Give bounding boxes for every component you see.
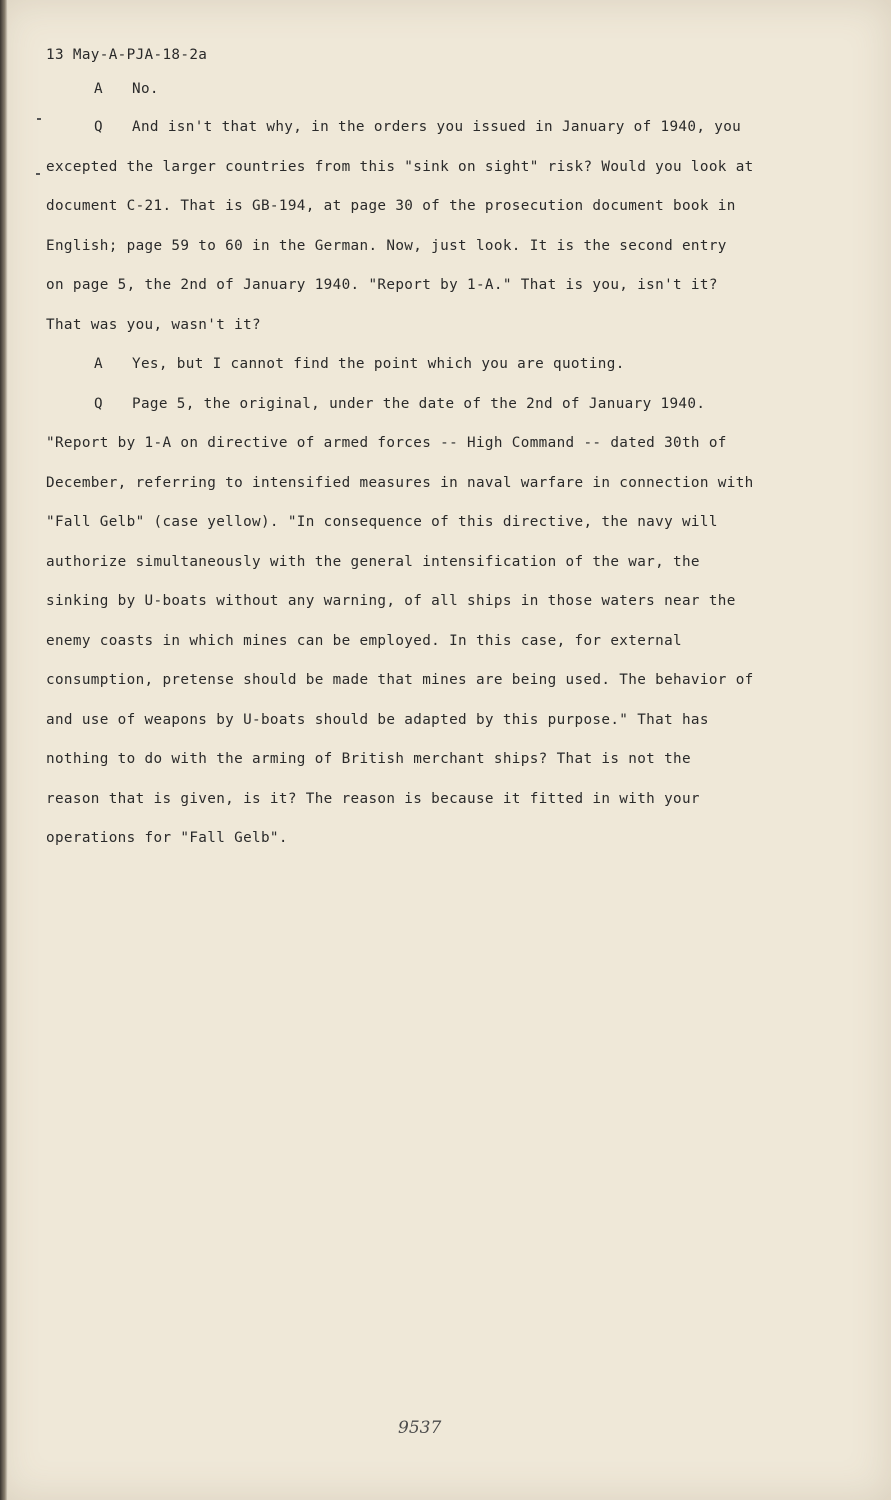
- text-line: and use of weapons by U-boats should be adapted by this purpose." That has: [46, 711, 709, 728]
- speaker-label: Q: [94, 395, 103, 412]
- text-line: [46, 345, 846, 385]
- question-paragraph: [46, 385, 846, 859]
- text-line: nothing to do with the arming of British merchant ships? That is not the: [46, 751, 691, 767]
- answer-text: No.: [132, 81, 159, 97]
- margin-mark: [37, 118, 41, 120]
- text-line: document C-21. That is GB-194, at page 30 of the prosecution document book in: [46, 198, 736, 214]
- text-line: December, referring to intensified measures in naval warfare in connection with: [46, 474, 754, 491]
- text-line: enemy coasts in which mines can be employed. In this case, for external: [46, 632, 682, 649]
- text-line: reason that is given, is it? The reason is because it fitted in with your: [46, 790, 700, 807]
- text-line: authorize simultaneously with the general intensification of the war, the: [46, 553, 700, 570]
- text-line: consumption, pretense should be made that mines are being used. The behavior of: [46, 672, 754, 688]
- answer-text: Yes, but I cannot find the point which you are quoting.: [132, 356, 625, 372]
- speaker-label: A: [94, 356, 103, 372]
- answer-paragraph: [46, 345, 846, 385]
- text-line: excepted the larger countries from this "sink on sight" risk? Would you look at: [46, 158, 754, 175]
- text-line: That was you, wasn't it?: [46, 316, 261, 333]
- text-line: English; page 59 to 60 in the German. Now, just look. It is the second entry: [46, 237, 727, 254]
- typed-transcript: [46, 40, 846, 859]
- question-paragraph: [46, 108, 846, 345]
- text-line: operations for "Fall Gelb".: [46, 830, 288, 846]
- document-header: 13 May-A-PJA-18-2a: [46, 47, 208, 63]
- answer-paragraph: [46, 70, 846, 108]
- text-line: sinking by U-boats without any warning, of all ships in those waters near the: [46, 593, 736, 609]
- question-first-line: Page 5, the original, under the date of the 2nd of January 1940.: [132, 395, 706, 412]
- text-line: [46, 385, 846, 425]
- text-line: [46, 108, 846, 148]
- page-number: 9537: [398, 1418, 442, 1438]
- margin-mark: [36, 173, 40, 175]
- page-edge: [0, 0, 8, 1500]
- question-first-line: And isn't that why, in the orders you issued in January of 1940, you: [132, 119, 742, 135]
- text-line: on page 5, the 2nd of January 1940. "Report by 1-A." That is you, isn't it?: [46, 277, 718, 293]
- text-line: "Fall Gelb" (case yellow). "In consequence of this directive, the navy will: [46, 514, 718, 530]
- speaker-label: A: [94, 81, 103, 97]
- text-line: "Report by 1-A on directive of armed forces -- High Command -- dated 30th of: [46, 435, 727, 451]
- speaker-label: Q: [94, 119, 103, 135]
